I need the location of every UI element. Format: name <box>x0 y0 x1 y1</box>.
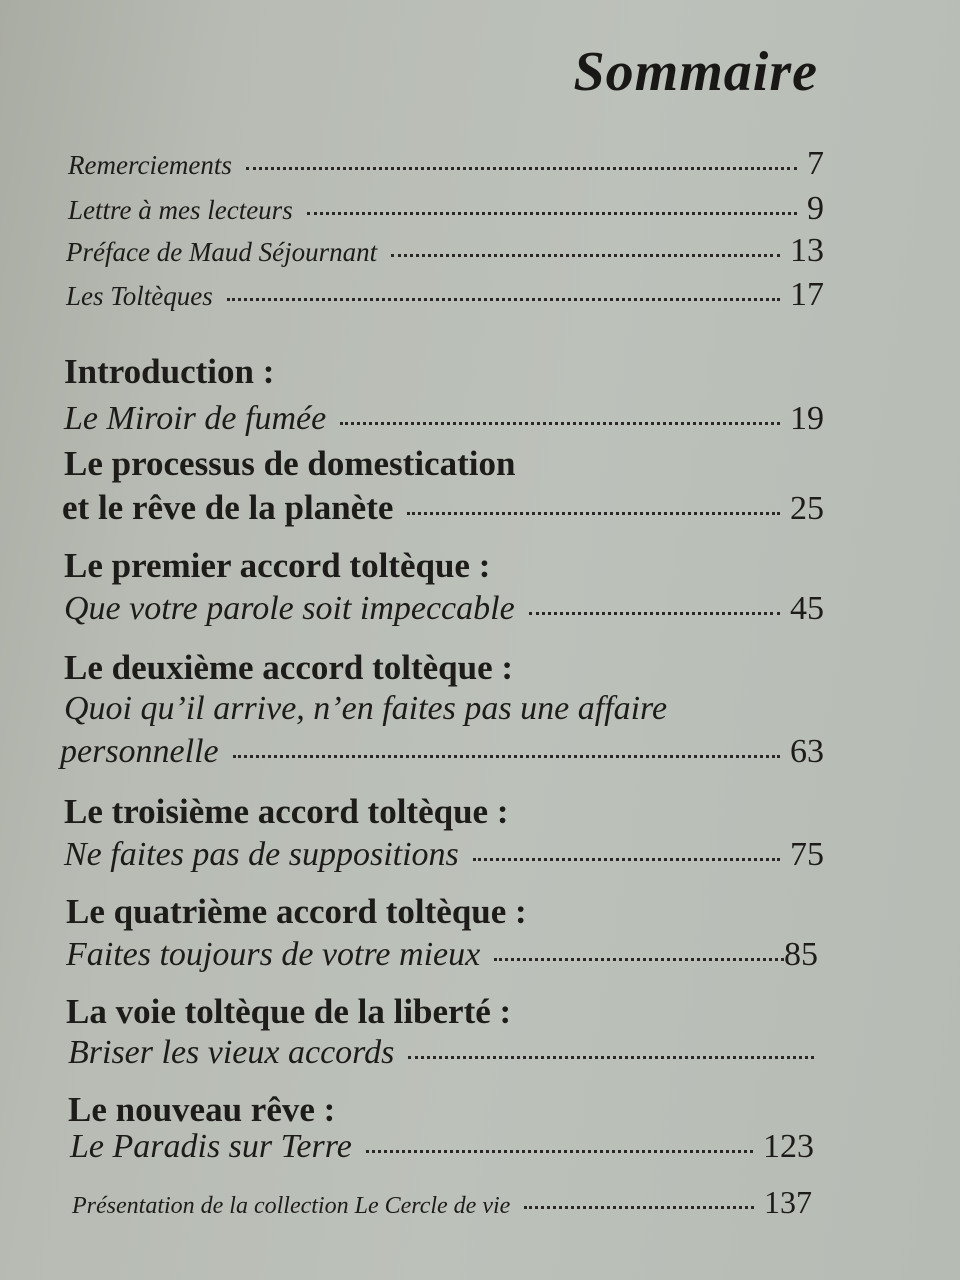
leader-dots <box>408 1056 814 1059</box>
leader-dots <box>524 1206 754 1209</box>
toc-entry-label: Présentation de la collection Le Cercle de vie <box>72 1193 511 1219</box>
toc-entry-page: 123 <box>763 1128 814 1165</box>
toc-entry <box>62 488 824 528</box>
leader-dots <box>473 858 780 861</box>
chapter-heading: Le processus de domestication <box>64 444 516 483</box>
leader-dots <box>246 167 797 170</box>
toc-entry-label: Préface de Maud Séjournant <box>66 237 378 267</box>
toc-entry <box>60 733 824 771</box>
toc-entry <box>72 1184 812 1221</box>
toc-entry-page: 25 <box>790 490 824 527</box>
toc-entry <box>64 400 824 438</box>
toc-entry-label: Faites toujours de votre mieux <box>66 936 481 973</box>
toc-entry <box>66 936 818 974</box>
leader-dots <box>227 298 780 301</box>
toc-entry <box>68 190 824 228</box>
toc-entry <box>70 1128 814 1166</box>
toc-entry-page: 19 <box>790 400 824 437</box>
leader-dots <box>529 612 780 615</box>
leader-dots <box>391 254 780 257</box>
toc-entry-page: 45 <box>790 590 824 627</box>
toc-entry-page: 137 <box>764 1184 812 1220</box>
toc-entry-label: Lettre à mes lecteurs <box>68 195 293 225</box>
page-title: Sommaire <box>573 41 818 103</box>
toc-entry-label: Briser les vieux accords <box>68 1034 395 1071</box>
toc-entry-label: Que votre parole soit impeccable <box>64 590 515 627</box>
toc-entry <box>68 145 824 183</box>
toc-entry <box>64 590 824 628</box>
toc-entry-label: Les Toltèques <box>66 281 213 311</box>
chapter-heading: Introduction : <box>64 352 275 391</box>
leader-dots <box>307 212 797 215</box>
toc-entry-page: 7 <box>807 145 824 182</box>
toc-entry-page: 63 <box>790 733 824 770</box>
leader-dots <box>407 512 780 515</box>
chapter-heading: Le nouveau rêve : <box>68 1090 336 1129</box>
toc-entry-label: Le Paradis sur Terre <box>70 1128 352 1165</box>
chapter-subtitle: Quoi qu’il arrive, n’en faites pas une affaire <box>64 690 668 727</box>
toc-entry-page: 75 <box>790 836 824 873</box>
toc-entry-page: 85 <box>784 936 818 973</box>
toc-entry <box>64 836 824 874</box>
leader-dots <box>366 1150 753 1153</box>
chapter-heading: Le deuxième accord toltèque : <box>64 648 514 687</box>
leader-dots <box>494 958 784 961</box>
toc-entry-label: personnelle <box>60 733 219 770</box>
chapter-heading: Le premier accord toltèque : <box>64 546 491 585</box>
chapter-heading: Le quatrième accord toltèque : <box>66 892 527 931</box>
toc-entry <box>68 1034 814 1072</box>
toc-entry-label: Le Miroir de fumée <box>64 400 327 437</box>
toc-entry-page: 13 <box>790 232 824 269</box>
toc-entry-page: 17 <box>790 276 824 313</box>
toc-entry-label: et le rêve de la planète <box>62 488 394 527</box>
leader-dots <box>233 755 780 758</box>
chapter-heading: La voie toltèque de la liberté : <box>66 992 512 1031</box>
toc-entry-page: 9 <box>807 190 824 227</box>
chapter-heading: Le troisième accord toltèque : <box>64 792 509 831</box>
toc-entry <box>66 276 824 314</box>
toc-entry <box>66 232 824 270</box>
leader-dots <box>340 422 780 425</box>
toc-entry-label: Remerciements <box>68 150 232 180</box>
toc-entry-label: Ne faites pas de suppositions <box>64 836 459 873</box>
